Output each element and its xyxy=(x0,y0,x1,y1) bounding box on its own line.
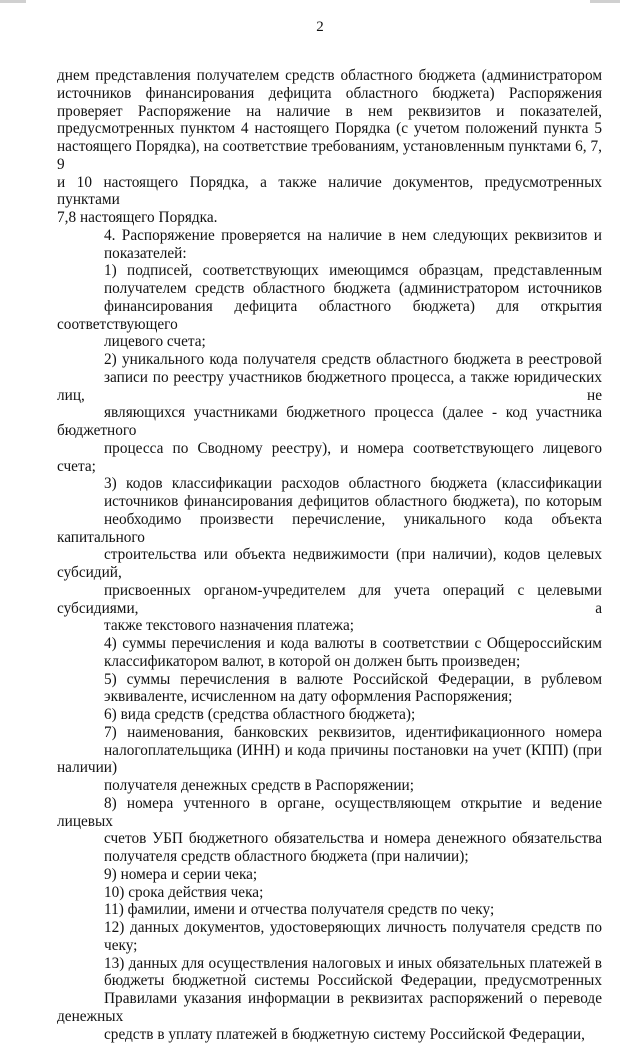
text-line: бюджеты бюджетной системы Российской Федерации, предусмотренных xyxy=(57,972,602,990)
text-line: показателей: xyxy=(57,245,602,263)
text-line: 11) фамилии, имени и отчества получателя средств по чеку; xyxy=(57,901,602,919)
text-line: 7) наименования, банковских реквизитов, идентификационного номера xyxy=(57,724,602,742)
text-line: налогоплательщика (ИНН) и кода причины постановки на учет (КПП) (при наличии) xyxy=(57,742,602,778)
paragraph xyxy=(57,724,602,795)
text-line: источников финансирования дефицитов областного бюджета), по которым xyxy=(57,493,602,511)
scan-edge-mark xyxy=(0,0,26,3)
text-line: 3) кодов классификации расходов областного бюджета (классификации xyxy=(57,475,602,493)
paragraph xyxy=(57,706,602,724)
paragraph xyxy=(57,262,602,351)
text-line: днем представления получателем средств областного бюджета (администратором xyxy=(57,67,602,85)
paragraph xyxy=(57,67,602,227)
text-line: проверяет Распоряжение на наличие в нем реквизитов и показателей, xyxy=(57,103,602,121)
text-line: 4) суммы перечисления и кода валюты в соответствии с Общероссийским xyxy=(57,635,602,653)
paragraph xyxy=(57,901,602,919)
text-line: 6) вида средств (средства областного бюджета); xyxy=(57,706,602,724)
text-line: и 10 настоящего Порядка, а также наличие документов, предусмотренных пунктами xyxy=(57,174,602,210)
text-line: получателя средств областного бюджета (при наличии); xyxy=(57,848,602,866)
text-line: 8) номера учтенного в органе, осуществляющем открытие и ведение лицевых xyxy=(57,795,602,831)
paragraph xyxy=(57,475,602,635)
text-line: являющихся участниками бюджетного процесса (далее - код участника бюджетного xyxy=(57,404,602,440)
paragraph xyxy=(57,955,602,1043)
text-line: также текстового назначения платежа; xyxy=(57,617,602,635)
paragraph xyxy=(57,227,602,263)
text-line: классификатором валют, в которой он должен быть произведен; xyxy=(57,653,602,671)
paragraph xyxy=(57,795,602,866)
text-line: получателем средств областного бюджета (администратором источников xyxy=(57,280,602,298)
text-line: необходимо произвести перечисление, уникального кода объекта капитального xyxy=(57,511,602,547)
paragraph xyxy=(57,351,602,475)
text-line: 2) уникального кода получателя средств областного бюджета в реестровой xyxy=(57,351,602,369)
text-line: 5) суммы перечисления в валюте Российской Федерации, в рублевом xyxy=(57,671,602,689)
document-body xyxy=(57,67,602,1043)
text-line: 9) номера и серии чека; xyxy=(57,866,602,884)
text-line: настоящего Порядка), на соответствие требованиям, установленным пунктами 6, 7, 9 xyxy=(57,138,602,174)
text-line: лицевого счета; xyxy=(57,333,602,351)
text-line: предусмотренных пунктом 4 настоящего Порядка (с учетом положений пункта 5 xyxy=(57,120,602,138)
text-line: процесса по Сводному реестру), и номера соответствующего лицевого счета; xyxy=(57,440,602,476)
paragraph xyxy=(57,866,602,884)
paragraph xyxy=(57,635,602,671)
text-line: 7,8 настоящего Порядка. xyxy=(57,209,602,227)
paragraph xyxy=(57,884,602,902)
text-line: строительства или объекта недвижимости (при наличии), кодов целевых субсидий, xyxy=(57,546,602,582)
text-line: 13) данных для осуществления налоговых и иных обязательных платежей в xyxy=(57,955,602,973)
text-line: эквиваленте, исчисленном на дату оформления Распоряжения; xyxy=(57,688,602,706)
text-line: 4. Распоряжение проверяется на наличие в нем следующих реквизитов и xyxy=(57,227,602,245)
text-line: средств в уплату платежей в бюджетную систему Российской Федерации, xyxy=(57,1026,602,1043)
text-line: 10) срока действия чека; xyxy=(57,884,602,902)
text-line: источников финансирования дефицита областного бюджета) Распоряжения xyxy=(57,85,602,103)
page-number: 2 xyxy=(0,19,640,35)
scan-edge-mark xyxy=(590,0,620,3)
text-line: счетов УБП бюджетного обязательства и номера денежного обязательства xyxy=(57,830,602,848)
text-line: 1) подписей, соответствующих имеющимся образцам, представленным xyxy=(57,262,602,280)
paragraph xyxy=(57,919,602,955)
text-line: Правилами указания информации в реквизитах распоряжений о переводе денежных xyxy=(57,990,602,1026)
paragraph xyxy=(57,671,602,707)
text-line: присвоенных органом-учредителем для учета операций с целевыми субсидиями, а xyxy=(57,582,602,618)
text-line: чеку; xyxy=(57,937,602,955)
text-line: финансирования дефицита областного бюджета) для открытия соответствующего xyxy=(57,298,602,334)
text-line: 12) данных документов, удостоверяющих личность получателя средств по xyxy=(57,919,602,937)
text-line: получателя денежных средств в Распоряжении; xyxy=(57,777,602,795)
text-line: записи по реестру участников бюджетного процесса, а также юридических лиц, не xyxy=(57,369,602,405)
